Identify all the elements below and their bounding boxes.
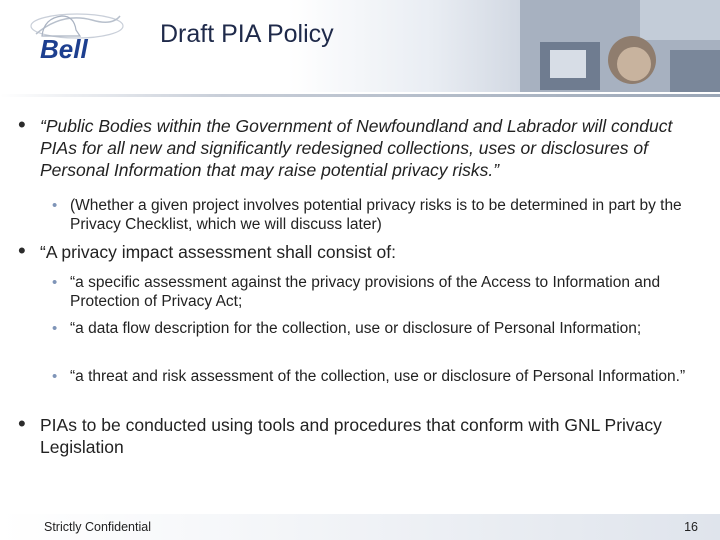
- slide-header: [0, 0, 720, 92]
- bullet-2-sub-1-text: “a specific assessment against the privacy provisions of the Access to Information and Protection of Privacy Act;: [70, 274, 661, 310]
- bullet-2-sub-3: [52, 367, 692, 386]
- footer-confidential-label: Strictly Confidential: [44, 520, 151, 534]
- sub-bullet-marker: •: [52, 368, 58, 385]
- bullet-1-sub-1-text: (Whether a given project involves potential privacy risks is to be determined in part by the Privacy Checklist, which we will discuss later): [70, 197, 682, 233]
- bullet-2-sub-2: [52, 319, 692, 338]
- bell-logo: [22, 6, 142, 66]
- bullet-2-sub-1: [52, 273, 692, 311]
- sub-bullet-marker: •: [52, 274, 58, 291]
- header-photo-collage: [520, 0, 720, 92]
- logo-ribbon: [36, 16, 120, 34]
- bullet-marker: •: [18, 112, 26, 137]
- bullet-3: [18, 411, 690, 458]
- photo-person-face: [617, 47, 651, 81]
- photo-window: [640, 0, 720, 40]
- header-divider: [0, 94, 720, 97]
- sub-bullet-marker: •: [52, 320, 58, 337]
- bullet-2: [18, 238, 690, 263]
- logo-wordmark: Bell: [40, 34, 88, 64]
- bullet-3-text: PIAs to be conducted using tools and procedures that conform with GNL Privacy Legislation: [40, 415, 662, 457]
- photo-screen: [550, 50, 586, 78]
- bullet-marker: •: [18, 238, 26, 263]
- photo-device: [670, 50, 720, 92]
- bullet-2-sub-3-text: “a threat and risk assessment of the collection, use or disclosure of Personal Information.”: [70, 368, 686, 385]
- bullet-1-sub-1: [52, 196, 692, 234]
- bullet-2-sub-2-text: “a data flow description for the collection, use or disclosure of Personal Information;: [70, 320, 642, 337]
- bullet-1-text: “Public Bodies within the Government of Newfoundland and Labrador will conduct PIAs for all new and significantly redesigned collections, uses or disclosures of Personal Information that may raise potential privacy risks.”: [40, 116, 673, 180]
- bullet-2-text: “A privacy impact assessment shall consist of:: [40, 242, 396, 262]
- slide-title: Draft PIA Policy: [160, 20, 334, 48]
- bullet-marker: •: [18, 411, 26, 436]
- sub-bullet-marker: •: [52, 197, 58, 214]
- page-number: 16: [684, 520, 698, 534]
- bullet-1: [18, 112, 690, 181]
